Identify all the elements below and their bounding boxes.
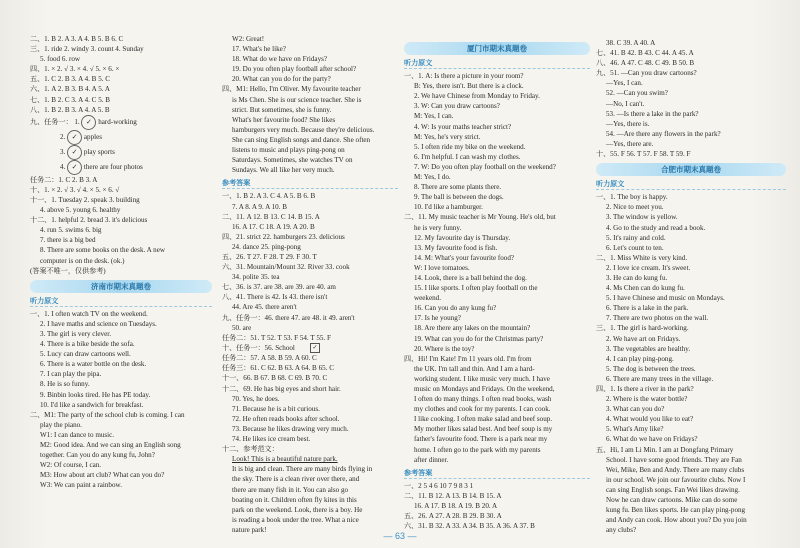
text-line: 6. What do we have on Fridays? (606, 435, 698, 444)
text-line: 13. My favourite food is fish. (414, 243, 498, 252)
listening-heading: 听力原文 (596, 179, 786, 190)
text-line: 二、11. B 12. A 13. B 14. B 15. A (404, 491, 502, 500)
text-line: What's her favourite food? She likes (232, 115, 336, 124)
text-line: 四、1. × 2. √ 3. × 4. √ 5. × 6. × (30, 65, 120, 74)
text-line: 一、1. The boy is happy. (596, 193, 668, 202)
answer-block (222, 191, 398, 353)
answer-block (404, 481, 590, 531)
text-line: 十二、69. He has big eyes and short hair. (222, 384, 341, 393)
text-line: 一、1. A: Is there a picture in your room? (404, 72, 524, 81)
text-line: 五、26. T 27. F 28. T 29. F 30. T (222, 252, 317, 261)
checkmark-circle-icon: ✓ (67, 145, 82, 160)
answer-block (596, 38, 786, 159)
text-line: W2: Of course, I can. (40, 461, 102, 470)
text-line: 8. He is so funny. (40, 380, 90, 389)
text-line: park on the weekend. Look, there is a boy. He (232, 505, 363, 514)
text-line: together. Can you do any kung fu, John? (40, 451, 155, 460)
text-line: 4. There is a bike beside the sofa. (40, 340, 135, 349)
text-line: 38. C 39. A 40. A (606, 39, 656, 47)
text-line: 54. —Are there any flowers in the park? (606, 129, 721, 138)
text-line: 8. There are some plants there. (414, 183, 502, 192)
text-line: 70. Yes, he does. (232, 394, 280, 403)
text-line: 15. I like sports. I often play football on the (414, 284, 538, 293)
text-line: 17. Is he young? (414, 314, 461, 323)
text-line: W1: I can dance to music. (40, 430, 115, 439)
text-line: 3. The vegetables are healthy. (606, 344, 691, 353)
text-line: 18. Are there any lakes on the mountain? (414, 324, 531, 333)
text-line: 十一、66. B 67. B 68. C 69. B 70. C (222, 374, 328, 383)
text-line: 7. there is a big bed (40, 236, 96, 245)
text-line: 2. Nice to meet you. (606, 203, 664, 212)
text-line: 53. —Is there a lake in the park? (606, 109, 699, 118)
text-line: 44. Are 45. there aren't (232, 303, 297, 312)
section-title: 济南市期末真题卷 (30, 280, 212, 293)
text-line: 10. I'd like a hamburger. (414, 203, 483, 212)
text-line: 6. There are many trees in the village. (606, 374, 714, 383)
text-line: 七、1. B 2. C 3. A 4. C 5. B (30, 95, 111, 104)
listening-block (404, 71, 590, 465)
text-line: 五、26. A 27. A 28. B 29. B 30. A (404, 512, 502, 521)
text-line: 2. Where is the water bottle? (606, 395, 688, 404)
answer-block (30, 34, 212, 115)
text-line: —No, I can't. (606, 99, 645, 108)
text-line: strict. But sometimes, she is funny. (232, 105, 332, 114)
text-line: 4. I can play ping-pong. (606, 354, 674, 363)
text-line: 9. The ball is between the dogs. (414, 193, 504, 202)
task-item-2-text: apples (83, 132, 103, 141)
text-line: M3: How about art club? What can you do? (40, 471, 165, 480)
text-line: 九、51. —Can you draw cartoons? (596, 69, 697, 78)
text-line: 5. I often ride my bike on the weekend. (414, 142, 526, 151)
checkbox-mark (310, 343, 398, 353)
text-line: School. I have some good friends. They are Fan (606, 455, 742, 464)
text-line: 二、11. A 12. B 13. C 14. B 15. A (222, 212, 320, 221)
text-line: —Yes, there is. (606, 119, 650, 128)
text-line: 10. I'd like a sandwich for breakfast. (40, 400, 144, 409)
text-line: is reading a book under the tree. What a nice (232, 515, 359, 524)
text-line: 9. Binbin looks tired. He has PE today. (40, 390, 151, 399)
text-line: 6. There is a lake in the park. (606, 304, 689, 313)
text-line: 八、46. A 47. C 48. C 49. B 50. B (596, 59, 695, 68)
text-line: 3. He can do kung fu. (606, 273, 668, 282)
task-row (30, 130, 212, 145)
text-line: is Ms Chen. She is our science teacher. She is (232, 95, 362, 104)
answer-block (222, 353, 398, 444)
text-line: 18. What do we have on Fridays? (232, 55, 328, 64)
task-item-1-number: 1. (74, 117, 80, 126)
answer-heading: 参考答案 (222, 178, 398, 189)
text-line: 24. dance 25. ping-pong (232, 242, 301, 251)
text-line: Saturdays. Sometimes, she watches TV on (232, 156, 353, 165)
text-line: I like cooking. I often make salad and beef soup. (414, 415, 553, 424)
column-4 (596, 38, 786, 538)
text-line: 六、1. A 2. B 3. B 4. A 5. A (30, 85, 111, 94)
text-line: computer is on the desk. (ok.) (40, 256, 125, 265)
section-title: 合肥市期末真题卷 (596, 163, 786, 176)
text-line: 7. A 8. A 9. A 10. B (232, 202, 287, 211)
text-line: 2. We have art on Fridays. (606, 334, 681, 343)
text-line: 5. Lucy can draw cartoons well. (40, 350, 131, 359)
text-line: hamburgers very much. Because they're delicious. (232, 125, 375, 134)
text-line: 一、2 5 4 6 10 7 9 8 3 1 (404, 481, 474, 490)
text-line: there are many fish in it. You can also go (232, 485, 349, 494)
text-line: 5. It's rainy and cold. (606, 233, 666, 242)
listening-block (222, 34, 398, 175)
page-number: — 63 — (383, 531, 417, 541)
text-line: 5. food 6. row (40, 55, 80, 64)
answer-heading: 参考答案 (404, 468, 590, 479)
text-line: —Yes, there are. (606, 139, 654, 148)
task-one-block (30, 115, 212, 175)
task-item-3-text: play sports (83, 147, 115, 156)
text-line: 12. My favourite day is Thursday. (414, 233, 511, 242)
essay-body (222, 464, 398, 534)
text-line: he is very funny. (414, 223, 462, 232)
text-line: 七、41. B 42. B 43. C 44. A 45. A (596, 49, 694, 58)
column-2 (222, 34, 398, 534)
text-line: W2: Great! (232, 35, 265, 43)
text-line: 九、任务一：46. there 47. are 48. it 49. aren't (222, 313, 355, 322)
text-line: 七、36. is 37. are 38. are 39. are 40. am (222, 283, 336, 292)
essay-heading: 十二、参考范文： (222, 445, 279, 454)
text-line: (答案不唯一，仅供参考) (30, 266, 106, 275)
text-line: It is big and clean. There are many birds flying in (232, 465, 373, 474)
text-line: 17. What's he like? (232, 45, 286, 54)
text-line: 20. What can you do for the party? (232, 75, 331, 84)
text-line: 7. W: Do you often play football on the weekend? (414, 162, 556, 171)
listening-block (596, 192, 786, 535)
text-line: 3. The window is yellow. (606, 213, 678, 222)
text-line: 五、Hi, I am Li Min. I am at Dongfang Primary (596, 445, 734, 454)
text-line: after dinner. (414, 455, 449, 464)
text-line: 任务二：57. A 58. B 59. A 60. C (222, 354, 317, 363)
checkmark-circle-icon: ✓ (67, 160, 82, 175)
text-line: 19. Do you often play football after school? (232, 65, 357, 74)
text-line: Wei, Mike, Ben and Andy. There are many clubs (606, 465, 745, 474)
text-line: nature park! (232, 525, 267, 534)
text-line: 4. What would you like to eat? (606, 415, 694, 424)
text-line: 19. What can you do for the Christmas party? (414, 334, 544, 343)
text-line: 16. A 17. B 18. A 19. B 20. A (414, 502, 498, 511)
text-line: 4. Go to the study and read a book. (606, 223, 706, 232)
text-line: 六、31. B 32. A 33. A 34. B 35. A 36. A 37. B (404, 522, 535, 531)
text-line: home. I often go to the park with my parents (414, 445, 541, 454)
text-line: 50. are (232, 323, 252, 332)
text-line: 16. A 17. C 18. A 19. A 20. B (232, 222, 315, 231)
task-item-1-text: hard-working (98, 117, 137, 126)
text-line: listens to music and plays ping-pong on (232, 146, 345, 155)
task-item-4-text: there are four photos (83, 162, 143, 171)
text-line: 4. Ms Chen can do kung fu. (606, 284, 685, 293)
text-line: play the piano. (40, 420, 82, 429)
text-line: M: Yes, he's very strict. (414, 132, 481, 141)
text-line: 3. What can you do? (606, 405, 665, 414)
text-line: 十二、1. helpful 2. bread 3. it's delicious (30, 216, 148, 225)
text-line: 三、1. The girl is hard-working. (596, 324, 689, 333)
text-line: father's favourite food. There is a park near my (414, 435, 548, 444)
text-line: 34. polite 35. tea (232, 273, 280, 282)
text-line: 六、31. Mountain/Mount 32. River 33. cook (222, 263, 350, 272)
text-line: 8. There are some books on the desk. A new (40, 246, 165, 255)
task-row (30, 160, 212, 175)
text-line: 20. Where is the toy? (414, 344, 475, 353)
text-line: 7. There are two photos on the wall. (606, 314, 709, 323)
text-line: 4. W: Is your maths teacher strict? (414, 122, 512, 131)
text-line: working student. I like music very much. I have (414, 374, 550, 383)
essay-title: Look! This is a beautiful nature park. (232, 455, 338, 464)
text-line: My mother likes salad best. And beef soup is my (414, 425, 553, 434)
task-item-4-number: 4. (60, 162, 66, 171)
text-line: 74. He likes ice cream best. (232, 435, 311, 444)
listening-block (30, 309, 212, 491)
text-line: 6. I'm helpful. I can wash my clothes. (414, 152, 521, 161)
text-line: and Andy can cook. How about you? Do you join (606, 516, 747, 525)
text-line: 十、55. F 56. T 57. F 58. T 59. F (596, 150, 691, 159)
text-line: M2: Good idea. And we can sing an English song (40, 441, 181, 449)
checkmark-box-icon: ✓ (310, 343, 320, 353)
text-line: M: Yes, I do. (414, 173, 451, 182)
text-line: Now he can draw cartoons. Mike can do some (606, 496, 738, 505)
text-line: 4. run 5. swims 6. big (40, 226, 102, 235)
text-line: 3. The girl is very clever. (40, 329, 111, 338)
text-line: 2. We have Chinese from Monday to Friday. (414, 92, 540, 101)
text-line: 五、1. C 2. B 3. A 4. B 5. C (30, 75, 111, 84)
checkmark-circle-icon: ✓ (67, 130, 82, 145)
text-line: 72. He often reads books after school. (232, 414, 340, 423)
column-1 (30, 34, 212, 534)
text-line: 十一、1. Tuesday 2. speak 3. building (30, 195, 140, 204)
text-line: 5. What's Amy like? (606, 425, 664, 434)
task-item-3-number: 3. (60, 147, 66, 156)
text-line: 四、21. strict 22. hamburgers 23. delicious (222, 232, 345, 241)
text-line: 十、1. × 2. √ 3. √ 4. × 5. × 6. √ (30, 185, 120, 194)
text-line: boating on it. Children often fly kites in this (232, 495, 357, 504)
text-line: 6. There is a water bottle on the desk. (40, 360, 147, 369)
text-line: music on Mondays and Fridays. On the weekend, (414, 385, 555, 393)
task-row (30, 115, 212, 130)
text-line: 四、M1: Hello, I'm Oliver. My favourite teacher (222, 85, 361, 94)
text-line: 16. Can you do any kung fu? (414, 304, 497, 313)
text-line: can sing English songs. Fan Wei likes drawing. (606, 485, 740, 494)
column-3 (404, 38, 590, 538)
text-line: 5. I have Chinese and music on Mondays. (606, 294, 725, 303)
text-line: in our school. We join our favourite clubs. Now I (606, 475, 746, 484)
text-line: —Yes, I can. (606, 79, 643, 88)
checkmark-circle-icon: ✓ (81, 115, 96, 130)
text-line: 3. W: Can you draw cartoons? (414, 102, 500, 111)
text-line: 71. Because he is a bit curious. (232, 404, 320, 413)
text-line: W3: We can paint a rainbow. (40, 481, 122, 490)
text-line: 十、任务一：56. School (222, 343, 295, 352)
task-item-2-number: 2. (60, 132, 66, 141)
text-line: B: Yes, there isn't. But there is a clock. (414, 82, 524, 91)
text-line: 八、1. B 2. B 3. A 4. A 5. B (30, 105, 110, 114)
text-line: 四、Hi! I'm Kate! I'm 11 years old. I'm from (404, 354, 532, 363)
text-line: She can sing English songs and dance. She often (232, 135, 371, 144)
text-line: 二、11. My music teacher is Mr Young. He's old, but (404, 213, 556, 222)
text-line: 二、1. B 2. A 3. A 4. B 5. B 6. C (30, 35, 124, 43)
text-line: 三、1. ride 2. windy 3. count 4. Sunday (30, 45, 144, 54)
text-line: 73. Because he likes drawing very much. (232, 424, 349, 433)
text-line: my clothes and cook for my parents. I can cook. (414, 405, 551, 414)
text-line: the sky. There is a clean river over there, and (232, 475, 360, 484)
text-line: the UK. I'm tall and thin. And I am a hard- (414, 364, 535, 373)
text-line: 52. —Can you swim? (606, 89, 668, 98)
section-title: 厦门市期末真题卷 (404, 42, 590, 55)
text-line: 任务二：51. T 52. T 53. F 54. T 55. F (222, 333, 331, 342)
text-line: 14. M: What's your favourite food? (414, 253, 515, 262)
text-line: M: Yes, I can. (414, 112, 454, 121)
text-line: 2. I love ice cream. It's sweet. (606, 263, 691, 272)
text-line: 任务三：61. C 62. B 63. A 64. B 65. C (222, 364, 334, 373)
text-line: 2. I have maths and science on Tuesdays. (40, 319, 157, 328)
text-line: W: I love tomatoes. (414, 263, 470, 272)
listening-heading: 听力原文 (30, 296, 212, 307)
text-line: 7. I can play the pipa. (40, 370, 102, 379)
text-line: 八、41. There is 42. Is 43. there isn't (222, 293, 328, 302)
page-number-value: 63 (394, 531, 405, 541)
text-line: 一、1. I often watch TV on the weekend. (30, 309, 148, 318)
text-line: 14. Look, there is a ball behind the dog. (414, 273, 527, 282)
text-line: 4. above 5. young 6. healthy (40, 206, 121, 215)
text-line: 二、M1: The party of the school club is coming. I can (30, 410, 185, 419)
text-line: I often do many things. I often read books, wash (414, 395, 552, 404)
text-line: Sundays. We all like her very much. (232, 166, 335, 175)
text-line: 一、1. B 2. A 3. C 4. A 5. B 6. B (222, 192, 316, 201)
answer-block (30, 175, 212, 276)
task-label: 九、任务一： (30, 117, 73, 126)
text-line: 四、1. Is there a river in the park? (596, 385, 694, 393)
text-line: 6. Let's count to ten. (606, 243, 664, 252)
text-line: 二、1. Miss White is very kind. (596, 253, 688, 262)
text-line: kung fu. Ben likes sports. He can play ping-pong (606, 506, 746, 515)
text-line: any clubs? (606, 526, 637, 535)
text-line: weekend. (414, 294, 441, 303)
text-line: 5. The dog is between the trees. (606, 364, 696, 373)
text-line: 任务二：1. C 2. B 3. A (30, 175, 98, 184)
listening-heading: 听力原文 (404, 58, 590, 69)
task-row (30, 145, 212, 160)
